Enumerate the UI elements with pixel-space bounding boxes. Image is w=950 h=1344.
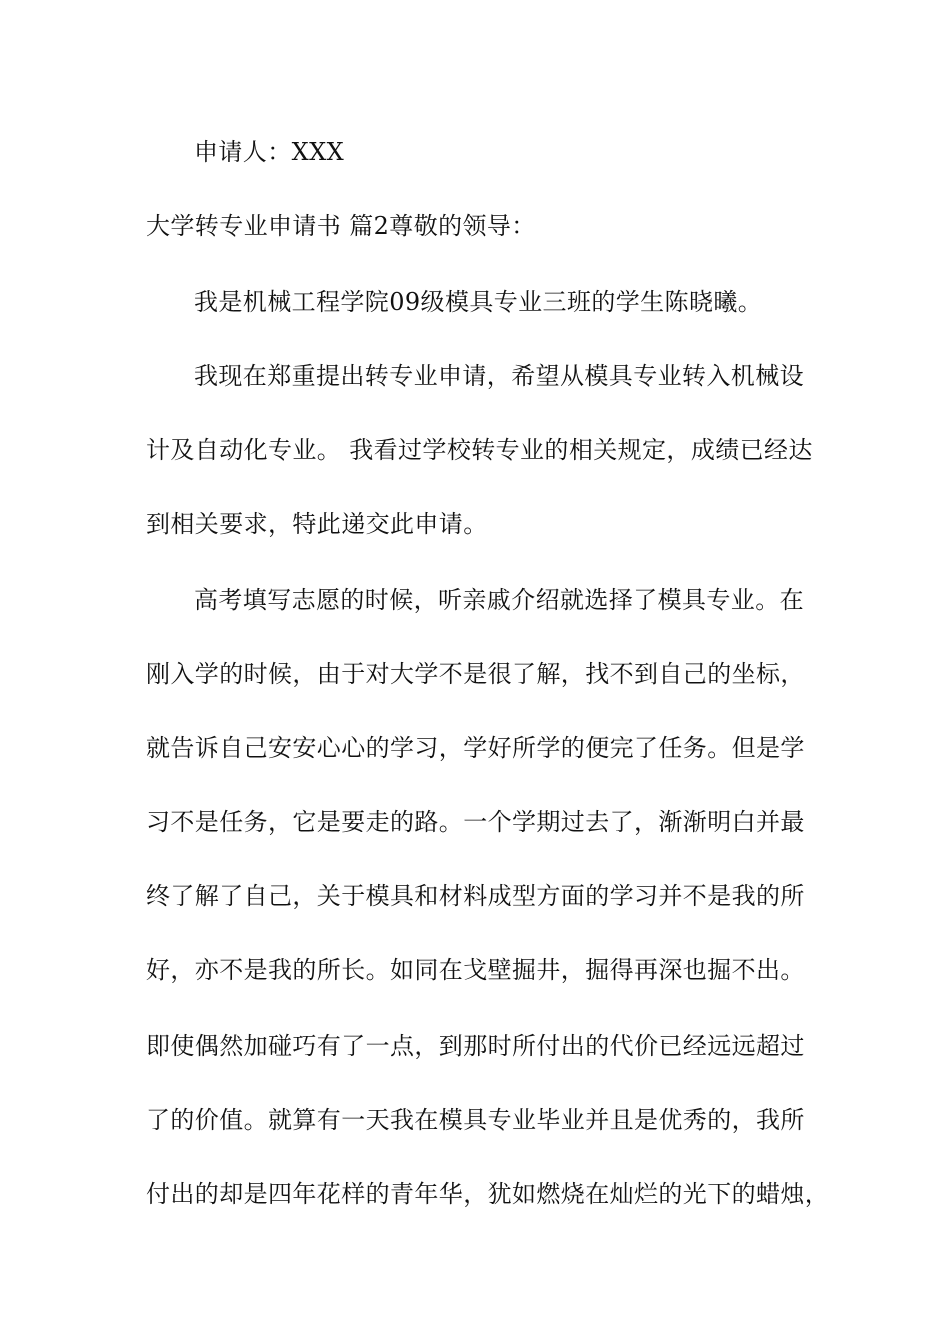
paragraph-line: 好，亦不是我的所长。如同在戈壁掘井，掘得再深也掘不出。 [146, 956, 805, 984]
paragraph-line: 计及自动化专业。 我看过学校转专业的相关规定，成绩已经达 [146, 436, 813, 464]
paragraph-line: 终了解了自己，关于模具和材料成型方面的学习并不是我的所 [146, 882, 805, 910]
paragraph-line: 即使偶然加碰巧有了一点，到那时所付出的代价已经远远超过 [146, 1032, 805, 1060]
paragraph-line: 就告诉自己安安心心的学习，学好所学的便完了任务。但是学 [146, 734, 805, 762]
paragraph-line: 了的价值。就算有一天我在模具专业毕业并且是优秀的，我所 [146, 1106, 805, 1134]
section-title-salutation: 大学转专业申请书 篇2尊敬的领导： [146, 212, 536, 240]
paragraph-line: 付出的却是四年花样的青年华，犹如燃烧在灿烂的光下的蜡烛， [146, 1180, 830, 1208]
paragraph-line: 习不是任务，它是要走的路。一个学期过去了，渐渐明白并最 [146, 808, 805, 836]
paragraph-line: 我现在郑重提出转专业申请，希望从模具专业转入机械设 [194, 362, 804, 390]
applicant-signature-line: 申请人：XXX [194, 138, 345, 166]
paragraph-line: 高考填写志愿的时候，听亲戚介绍就选择了模具专业。在 [194, 586, 804, 614]
paragraph-line: 我是机械工程学院09级模具专业三班的学生陈晓曦。 [194, 288, 763, 316]
paragraph-line: 刚入学的时候，由于对大学不是很了解，找不到自己的坐标， [146, 660, 805, 688]
paragraph-line: 到相关要求，特此递交此申请。 [146, 510, 488, 538]
